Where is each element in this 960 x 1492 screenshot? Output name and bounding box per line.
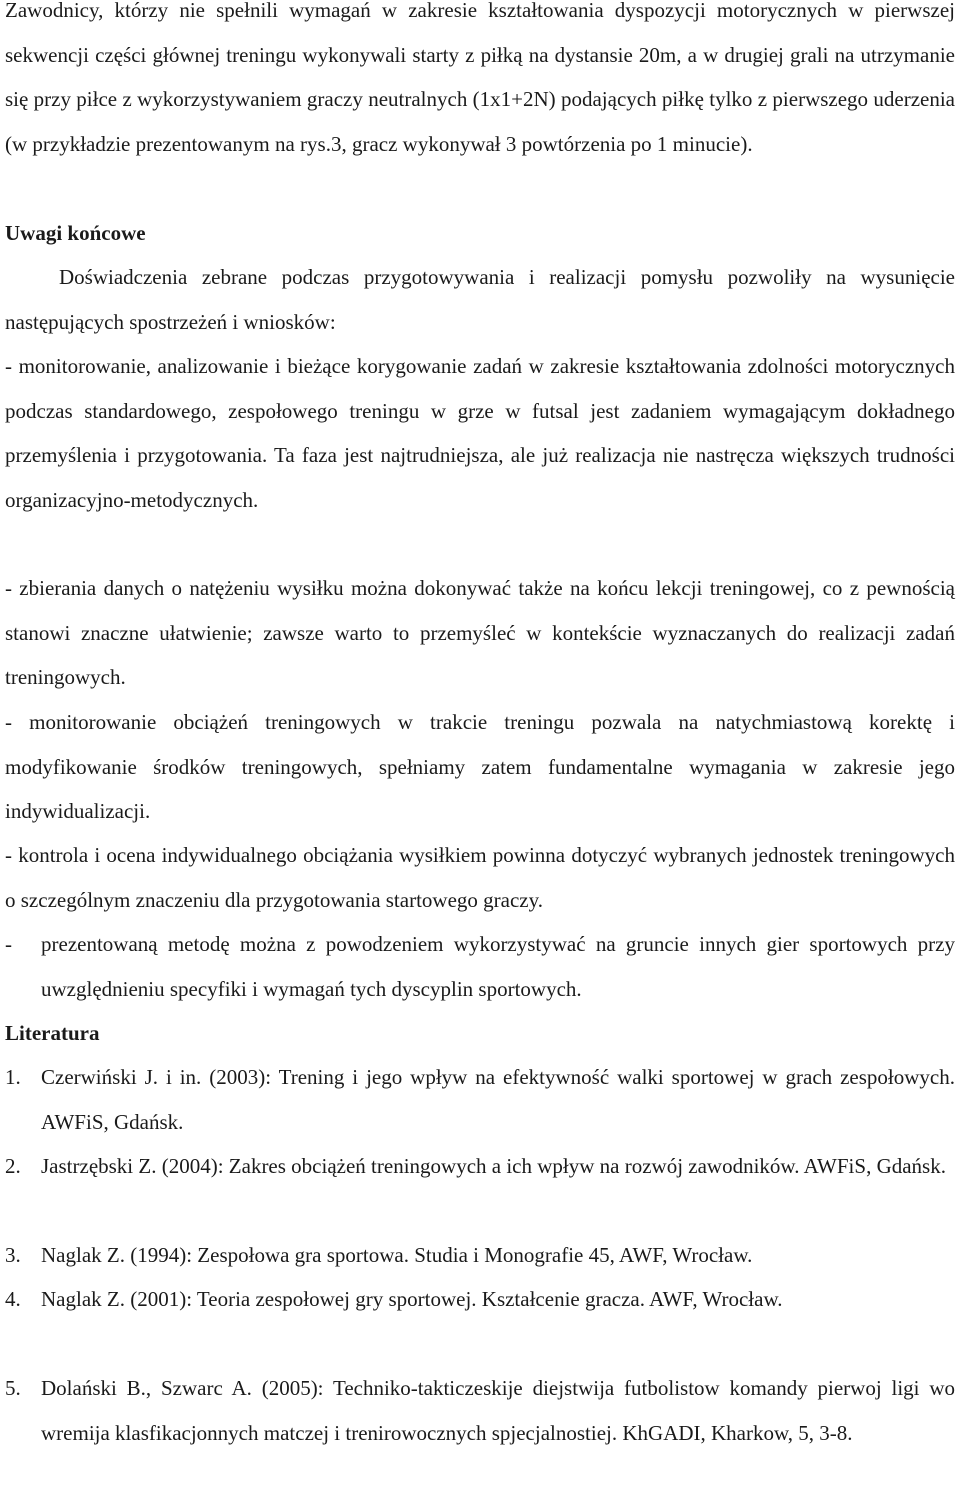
literature-heading: Literatura xyxy=(5,1021,100,1045)
list-dash-marker: - xyxy=(5,932,12,956)
literature-item xyxy=(5,1277,955,1322)
literature-item xyxy=(5,1055,955,1144)
remarks-point-4: - kontrola i ocena indywidualnego obciążania wysiłkiem powinna dotyczyć wybranych jednostek treningowych o szczególnym znaczeniu dla przygotowania startowego graczy. xyxy=(5,843,955,912)
literature-item-text: Dolański B., Szwarc A. (2005): Techniko-takticzeskije diejstwija futbolistow komandy pierwoj ligi wo wremija klasfikacjonnych matczej i trenirowocznych spjecjalnostiej. KhGADI, Kharkow, 5, 3-8. xyxy=(41,1376,955,1445)
literature-item-number: 2. xyxy=(5,1154,21,1178)
literature-item-number: 5. xyxy=(5,1376,21,1400)
literature-item-text: Jastrzębski Z. (2004): Zakres obciążeń treningowych a ich wpływ na rozwój zawodników. AWFiS, Gdańsk. xyxy=(41,1154,946,1178)
remarks-point-1: - monitorowanie, analizowanie i bieżące korygowanie zadań w zakresie kształtowania zdolności motorycznych podczas standardowego, zespołowego treningu w grze w futsal jest zadaniem wymagającym dokładnego przemyślenia i przygotowania. Ta faza jest najtrudniejsza, ale już realizacja nie nastręcza większych trudności organizacyjno-metodycznych. xyxy=(5,354,955,512)
literature-item xyxy=(5,1144,955,1189)
remarks-heading: Uwagi końcowe xyxy=(5,221,146,245)
literature-item-number: 3. xyxy=(5,1243,21,1267)
literature-item-text: Naglak Z. (2001): Teoria zespołowej gry sportowej. Kształcenie gracza. AWF, Wrocław. xyxy=(41,1287,783,1311)
literature-item-text: Naglak Z. (1994): Zespołowa gra sportowa. Studia i Monografie 45, AWF, Wrocław. xyxy=(41,1243,753,1267)
remarks-point-3: - monitorowanie obciążeń treningowych w trakcie treningu pozwala na natychmiastową korektę i modyfikowanie środków treningowych, spełniamy zatem fundamentalne wymagania w zakresie jego indywidualizacji. xyxy=(5,710,955,824)
intro-paragraph: Zawodnicy, którzy nie spełnili wymagań w zakresie kształtowania dyspozycji motorycznych w pierwszej sekwencji części głównej treningu wykonywali starty z piłką na dystansie 20m, a w drugiej grali na utrzymanie się przy piłce z wykorzystywaniem graczy neutralnych (1x1+2N) podających piłkę tylko z pierwszego uderzenia (w przykładzie prezentowanym na rys.3, gracz wykonywał 3 powtórzenia po 1 minucie). xyxy=(5,0,955,156)
remarks-point-5-text: prezentowaną metodę można z powodzeniem wykorzystywać na gruncie innych gier sportowych przy uwzględnieniu specyfiki i wymagań tych dyscyplin sportowych. xyxy=(41,932,955,1001)
literature-item-number: 4. xyxy=(5,1287,21,1311)
remarks-point-5 xyxy=(5,922,955,1011)
literature-item xyxy=(5,1233,955,1278)
literature-item-number: 1. xyxy=(5,1065,21,1089)
remarks-lead-paragraph: Doświadczenia zebrane podczas przygotowywania i realizacji pomysłu pozwoliły na wysunięcie następujących spostrzeżeń i wniosków: xyxy=(5,265,955,334)
literature-item xyxy=(5,1366,955,1455)
remarks-point-2: - zbierania danych o natężeniu wysiłku można dokonywać także na końcu lekcji treningowej, co z pewnością stanowi znaczne ułatwienie; zawsze warto to przemyśleć w kontekście wyznaczanych do realizacji zadań treningowych. xyxy=(5,576,955,690)
literature-item-text: Czerwiński J. i in. (2003): Trening i jego wpływ na efektywność walki sportowej w grach zespołowych. AWFiS, Gdańsk. xyxy=(41,1065,955,1134)
